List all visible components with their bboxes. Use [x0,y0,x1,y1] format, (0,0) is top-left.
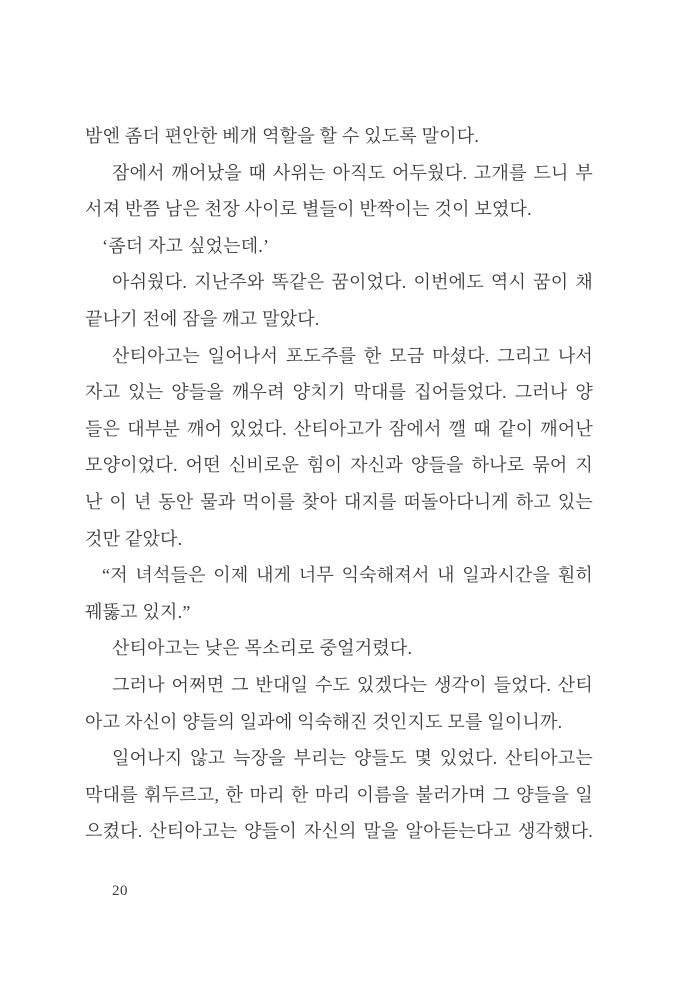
text-line: 꿰뚫고 있지.” [85,601,191,622]
text-line: 들은 대부분 깨어 있었다. 산티아고가 잠에서 깰 때 같이 깨어난 [85,418,593,439]
text-line: 밤엔 좀더 편안한 베개 역할을 할 수 있도록 말이다. [85,126,480,146]
text-line: 서져 반쯤 남은 천장 사이로 별들이 반짝이는 것이 보였다. [85,199,532,220]
text-line: 산티아고는 낮은 목소리로 중얼거렸다. [112,638,413,659]
text-line: 아쉬웠다. 지난주와 똑같은 꿈이었다. 이번에도 역시 꿈이 채 [112,272,593,293]
text-line: 산티아고는 일어나서 포도주를 한 모금 마셨다. 그리고 나서 [112,345,593,366]
page-number: 20 [112,883,128,899]
text-line: 잠에서 깨어났을 때 사위는 아직도 어두웠다. 고개를 드니 부 [112,162,593,183]
text-line: 모양이었다. 어떤 신비로운 힘이 자신과 양들을 하나로 묶어 지 [85,455,593,476]
text-line: “저 녀석들은 이제 내게 너무 익숙해져서 내 일과시간을 훤히 [102,565,593,586]
body-text [85,118,593,850]
text-line: 자고 있는 양들을 깨우려 양치기 막대를 집어들었다. 그러나 양 [85,382,593,403]
text-line: 막대를 휘두르고, 한 마리 한 마리 이름을 불러가며 그 양들을 일 [85,784,593,805]
text-line: 으켰다. 산티아고는 양들이 자신의 말을 알아듣는다고 생각했다. [85,821,593,842]
text-line: 끝나기 전에 잠을 깨고 말았다. [85,308,320,329]
text-line: 아고 자신이 양들의 일과에 익숙해진 것인지도 모를 일이니까. [85,711,563,732]
text-line: 그러나 어쩌면 그 반대일 수도 있겠다는 생각이 들었다. 산티 [112,674,593,695]
text-line: 난 이 년 동안 물과 먹이를 찾아 대지를 떠돌아다니게 하고 있는 [85,491,593,512]
text-line: 일어나지 않고 늑장을 부리는 양들도 몇 있었다. 산티아고는 [112,748,593,769]
text-line: 것만 같았다. [85,528,183,549]
text-line: ‘좀더 자고 싶었는데.’ [102,235,270,256]
